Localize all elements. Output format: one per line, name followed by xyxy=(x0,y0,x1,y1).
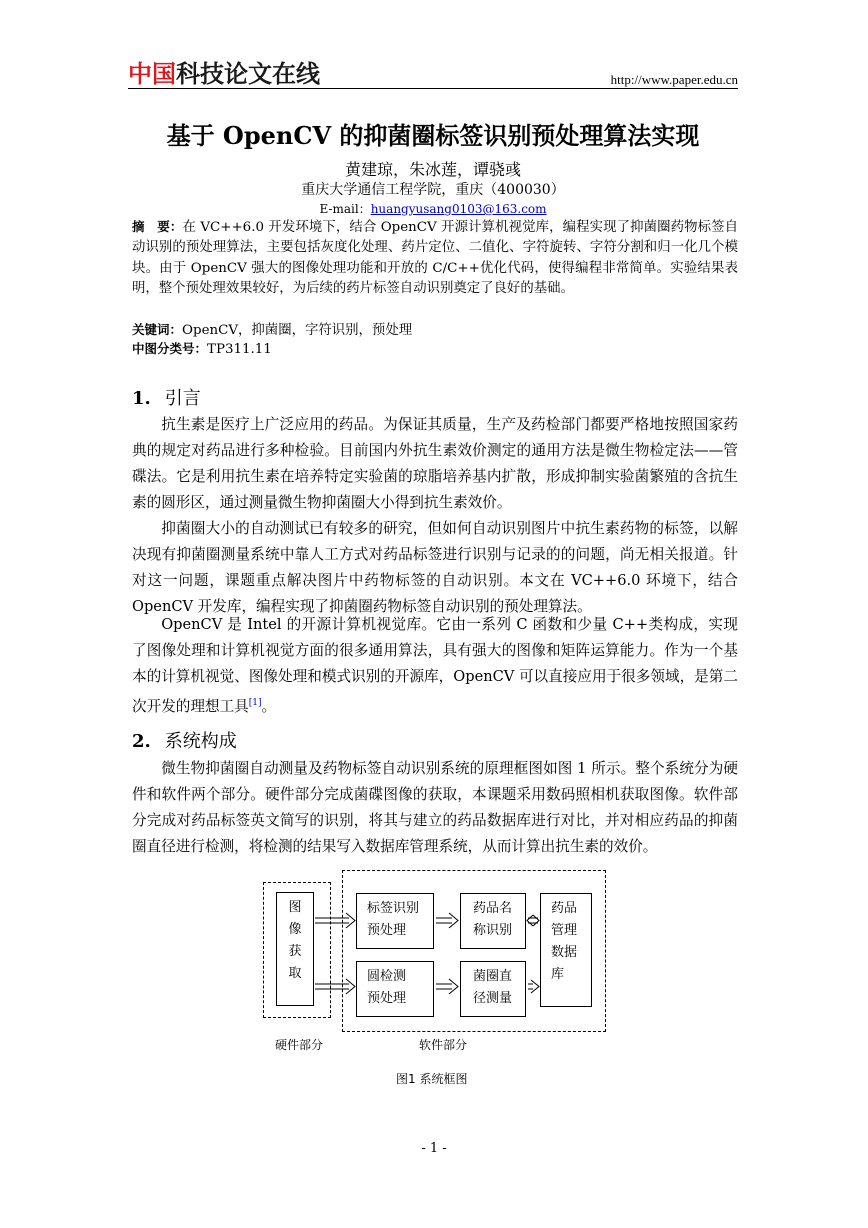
paragraph: 抑菌圈大小的自动测试已有较多的研究，但如何自动识别图片中抗生素药物的标签，以解决现有抑菌圈测量系统中靠人工方式对药品标签进行识别与记录的的问题，尚无相关报道。针对这一问题，课题重点解决图片中药物标签的自动识别。本文在 VC++6.0 环境下，结合 OpenCV 开发库，编程实现了抑菌圈药物标签自动识别的预处理算法。 xyxy=(132,520,738,615)
box-text: 圆检测 xyxy=(367,969,407,984)
arrow-name-to-db xyxy=(527,915,539,926)
box-text: 取 xyxy=(288,966,302,981)
hardware-label: 硬件部分 xyxy=(275,1038,324,1052)
paragraph-end: 。 xyxy=(261,697,277,715)
box-text: 菌圈直 xyxy=(473,969,513,984)
arrow-label-to-name xyxy=(436,913,458,928)
keywords xyxy=(132,319,738,338)
affiliation: 重庆大学通信工程学院，重庆（400030） xyxy=(301,182,565,198)
section-title: 引言 xyxy=(164,388,201,409)
diameter-measure-box xyxy=(460,961,526,1017)
authors: 黄建琼，朱冰莲，谭骁彧 xyxy=(344,160,521,179)
hardware-region xyxy=(263,882,331,1018)
email-link[interactable]: huangyusang0103@163.com xyxy=(370,202,547,216)
arrow-diameter-to-db xyxy=(528,980,539,993)
email-label: E-mail： xyxy=(319,202,371,216)
section-number: 2. xyxy=(132,731,151,752)
box-text: 管理 xyxy=(551,923,578,938)
paragraph-text: OpenCV 是 Intel 的开源计算机视觉库。它由一系列 C 函数和少量 C++类构成，实现了图像处理和计算机视觉方面的很多通用算法，具有强大的图像和矩阵运算能力。作为一个基本的计算机视觉、图像处理和模式识别的开源库，OpenCV 可以直接应用于很多领域，是第二次开发的理想工具 xyxy=(132,616,738,715)
page-number: - 1 - xyxy=(421,1141,447,1156)
keywords-text: OpenCV，抑菌圈，字符识别，预处理 xyxy=(182,323,413,338)
paper-title: 基于 OpenCV 的抑菌圈标签识别预处理算法实现 xyxy=(166,121,700,150)
drug-name-box xyxy=(460,893,526,949)
email-line xyxy=(128,200,738,217)
software-label: 软件部分 xyxy=(419,1038,468,1052)
keywords-label: 关键词： xyxy=(132,322,183,337)
box-text: 预处理 xyxy=(367,991,407,1006)
abstract-label: 摘 要： xyxy=(132,219,183,234)
box-text: 径测量 xyxy=(473,991,513,1006)
logo-part1: 中国 xyxy=(128,60,176,88)
figure-caption: 图1 系统框图 xyxy=(396,1072,468,1086)
section-heading-1 xyxy=(132,384,201,410)
box-text: 药品名 xyxy=(473,901,513,916)
circle-preprocess-box xyxy=(356,961,434,1017)
logo-part2: 科技论文在线 xyxy=(176,60,320,88)
box-text: 库 xyxy=(551,967,565,982)
header-rule xyxy=(128,88,738,89)
software-region xyxy=(342,870,606,1032)
box-text: 称识别 xyxy=(473,923,513,938)
paragraph: 抗生素是医疗上广泛应用的药品。为保证其质量，生产及药检部门都要严格地按照国家药典的规定对药品进行多种检验。目前国内外抗生素效价测定的通用方法是微生物检定法——管碟法。它是利用抗生素在培养特定实验菌的琼脂培养基内扩散，形成抑制实验菌繁殖的含抗生素的圆形区，通过测量微生物抑菌圈大小得到抗生素效价。 xyxy=(132,416,738,511)
box-text: 预处理 xyxy=(367,923,407,938)
arrow-image-to-label xyxy=(315,913,355,928)
box-text: 数据 xyxy=(551,945,578,960)
section-title: 系统构成 xyxy=(164,731,237,752)
logo xyxy=(128,60,324,88)
abstract xyxy=(132,217,738,299)
paragraph: 微生物抑菌圈自动测量及药物标签自动识别系统的原理框图如图 1 所示。整个系统分为硬件和软件两个部分。硬件部分完成菌碟图像的获取，本课题采用数码照相机获取图像。软件部分完成对药品标签英文简写的识别，将其与建立的药品数据库进行对比，并对相应药品的抑菌圈直径进行检测，将检测的结果写入数据库管理系统，从而计算出抗生素的效价。 xyxy=(132,760,738,855)
section-heading-2 xyxy=(132,727,237,753)
drug-database-box xyxy=(540,893,592,1007)
box-text: 药品 xyxy=(551,901,578,916)
box-text: 获 xyxy=(288,944,302,959)
class-label: 中图分类号： xyxy=(132,341,208,356)
class-code: TP311.11 xyxy=(207,342,272,357)
box-text: 像 xyxy=(288,922,302,937)
citation[interactable]: [1] xyxy=(248,698,262,708)
arrow-image-to-circle xyxy=(315,979,355,994)
image-acquisition-box xyxy=(276,892,314,1006)
label-preprocess-box xyxy=(356,893,434,949)
box-text: 图 xyxy=(288,900,302,915)
abstract-text: 在 VC++6.0 开发环境下，结合 OpenCV 开源计算机视觉库，编程实现了抑菌圈药物标签自动识别的预处理算法，主要包括灰度化处理、药片定位、二值化、字符旋转、字符分割和归一化几个模块。由于 OpenCV 强大的图像处理功能和开放的 C/C++优化代码，使得编程非常简单。实验结果表明，整个预处理效果较好，为后续的药片标签自动识别奠定了良好的基础。 xyxy=(132,220,738,296)
section-number: 1. xyxy=(132,388,151,409)
header-url[interactable]: http://www.paper.edu.cn xyxy=(610,72,738,87)
arrow-circle-to-diameter xyxy=(436,979,458,994)
paragraph xyxy=(132,612,738,720)
box-text: 标签识别 xyxy=(367,901,420,916)
classification xyxy=(132,339,738,357)
